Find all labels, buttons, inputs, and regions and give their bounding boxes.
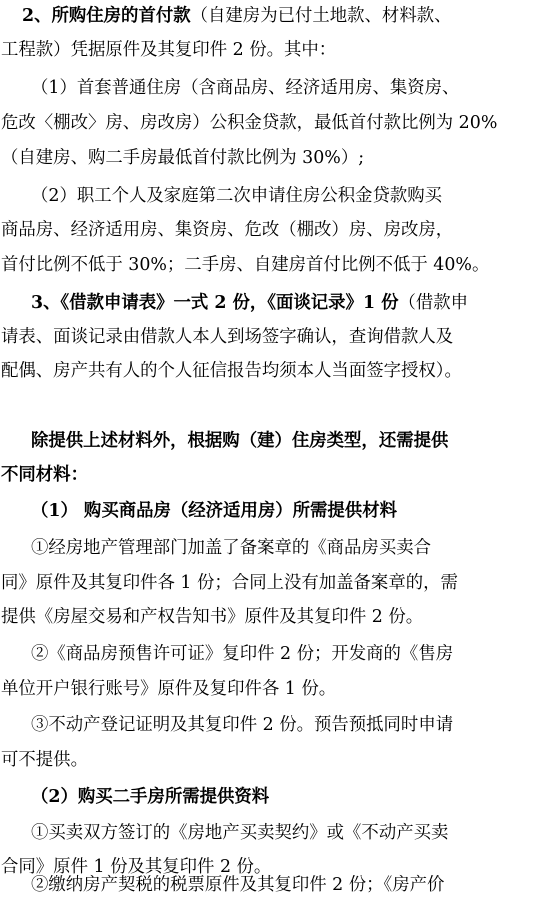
text-segment: （自建房为已付土地款、材料款、: [190, 6, 452, 26]
text-line: [1, 249, 489, 281]
text-line: [31, 817, 448, 849]
text-line: [1, 673, 336, 705]
text-segment: （1） 购买商品房（经济适用房）所需提供材料: [31, 501, 397, 521]
text-segment: ②缴纳房产契税的税票原件及其复印件 2 份；《房产价: [31, 875, 445, 895]
text-line: [31, 638, 453, 670]
text-segment: 可不提供。: [1, 750, 88, 770]
text-segment: 请表、面谈记录由借款人本人到场签字确认，查询借款人及: [1, 327, 454, 347]
text-line: [31, 287, 468, 319]
text-segment: 除提供上述材料外，根据购（建）住房类型，还需提供: [31, 431, 449, 451]
text-segment: 单位开户银行账号》原件及复印件各 1 份。: [1, 679, 337, 699]
text-segment: （借款申: [398, 293, 469, 313]
text-segment: （2）购买二手房所需提供资料: [31, 787, 270, 807]
text-line: [31, 180, 442, 212]
text-segment: 不同材料：: [1, 465, 88, 485]
text-line: [31, 869, 444, 901]
text-segment: 提供《房屋交易和产权告知书》原件及其复印件 2 份。: [1, 607, 424, 627]
text-line: [1, 459, 88, 491]
text-line: [1, 321, 453, 353]
text-segment: （1）首套普通住房（含商品房、经济适用房、集资房、: [31, 78, 460, 98]
text-line: [1, 601, 423, 633]
text-segment: ③不动产登记证明及其复印件 2 份。预告预抵同时申请: [31, 715, 454, 735]
text-segment: 首付比例不低于 30%；二手房、自建房首付比例不低于 40%。: [1, 255, 490, 275]
text-line: [1, 567, 458, 599]
text-segment: （自建房、购二手房最低首付款比例为 30%）;: [1, 148, 365, 168]
text-segment: 3、《借款申请表》一式 2 份，《面谈记录》1 份: [31, 293, 399, 313]
text-line: [31, 72, 459, 104]
text-segment: 工程款）凭据原件及其复印件 2 份。其中：: [1, 40, 337, 60]
text-line: [22, 0, 452, 32]
text-line: [1, 355, 462, 387]
text-line: [31, 781, 269, 813]
text-line: [1, 214, 453, 246]
text-line: [31, 425, 448, 457]
text-segment: 同》原件及其复印件各 1 份；合同上没有加盖备案章的，需: [1, 573, 458, 593]
text-segment: 配偶、房产共有人的个人征信报告均须本人当面签字授权）。: [1, 361, 462, 381]
text-line: [1, 107, 497, 139]
text-segment: ①经房地产管理部门加盖了备案章的《商品房买卖合: [31, 538, 431, 558]
text-line: [1, 34, 336, 66]
text-segment: ②《商品房预售许可证》复印件 2 份；开发商的《售房: [31, 644, 454, 664]
text-line: [31, 532, 431, 564]
text-segment: ①买卖双方签订的《房地产买卖契约》或《不动产买卖: [31, 823, 449, 843]
text-line: [1, 744, 88, 776]
text-segment: 危改〈棚改〉房、房改房）公积金贷款，最低首付款比例为 20%: [1, 113, 498, 133]
text-segment: 商品房、经济适用房、集资房、危改（棚改）房、房改房，: [1, 220, 454, 240]
text-segment: （2）职工个人及家庭第二次申请住房公积金贷款购买: [31, 186, 443, 206]
text-segment: 2、所购住房的首付款: [22, 6, 191, 26]
text-segment: 合同》原件 1 份及其复印件 2 份。: [1, 857, 272, 877]
text-line: [31, 709, 453, 741]
text-line: [31, 495, 397, 527]
text-line: [1, 142, 364, 174]
